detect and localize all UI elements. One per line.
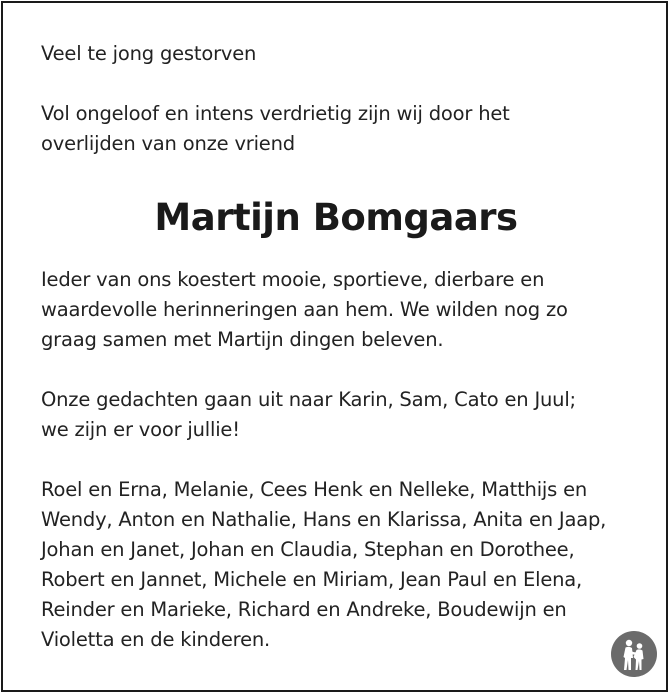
announcement-line-1: Vol ongeloof en intens verdrietig zijn wij door het bbox=[41, 102, 510, 125]
signers-line-6: Violetta en de kinderen. bbox=[41, 628, 271, 651]
thoughts-line-2: we zijn er voor jullie! bbox=[41, 418, 240, 441]
deceased-name: Martijn Bomgaars bbox=[154, 196, 518, 239]
signers-line-1: Roel en Erna, Melanie, Cees Henk en Nelleke, Matthijs en bbox=[41, 478, 588, 501]
intro-text: Veel te jong gestorven bbox=[41, 42, 257, 65]
thoughts-line-1: Onze gedachten gaan uit naar Karin, Sam, Cato en Juul; bbox=[41, 388, 576, 411]
announcement-line-2: overlijden van onze vriend bbox=[41, 132, 295, 155]
memories-line-3: graag samen met Martijn dingen beleven. bbox=[41, 328, 444, 351]
signers-line-4: Robert en Jannet, Michele en Miriam, Jean Paul en Elena, bbox=[41, 568, 583, 591]
signers-line-3: Johan en Janet, Johan en Claudia, Stephan en Dorothee, bbox=[41, 538, 575, 561]
memories-line-2: waardevolle herinneringen aan hem. We wilden nog zo bbox=[41, 298, 568, 321]
memories-line-1: Ieder van ons koestert mooie, sportieve, dierbare en bbox=[41, 268, 545, 291]
obituary-frame bbox=[1, 1, 668, 692]
signers-line-2: Wendy, Anton en Nathalie, Hans en Klarissa, Anita en Jaap, bbox=[41, 508, 607, 531]
mourning-figures-icon bbox=[610, 630, 658, 678]
obituary-content bbox=[41, 39, 641, 655]
signers-line-5: Reinder en Marieke, Richard en Andreke, Boudewijn en bbox=[41, 598, 567, 621]
